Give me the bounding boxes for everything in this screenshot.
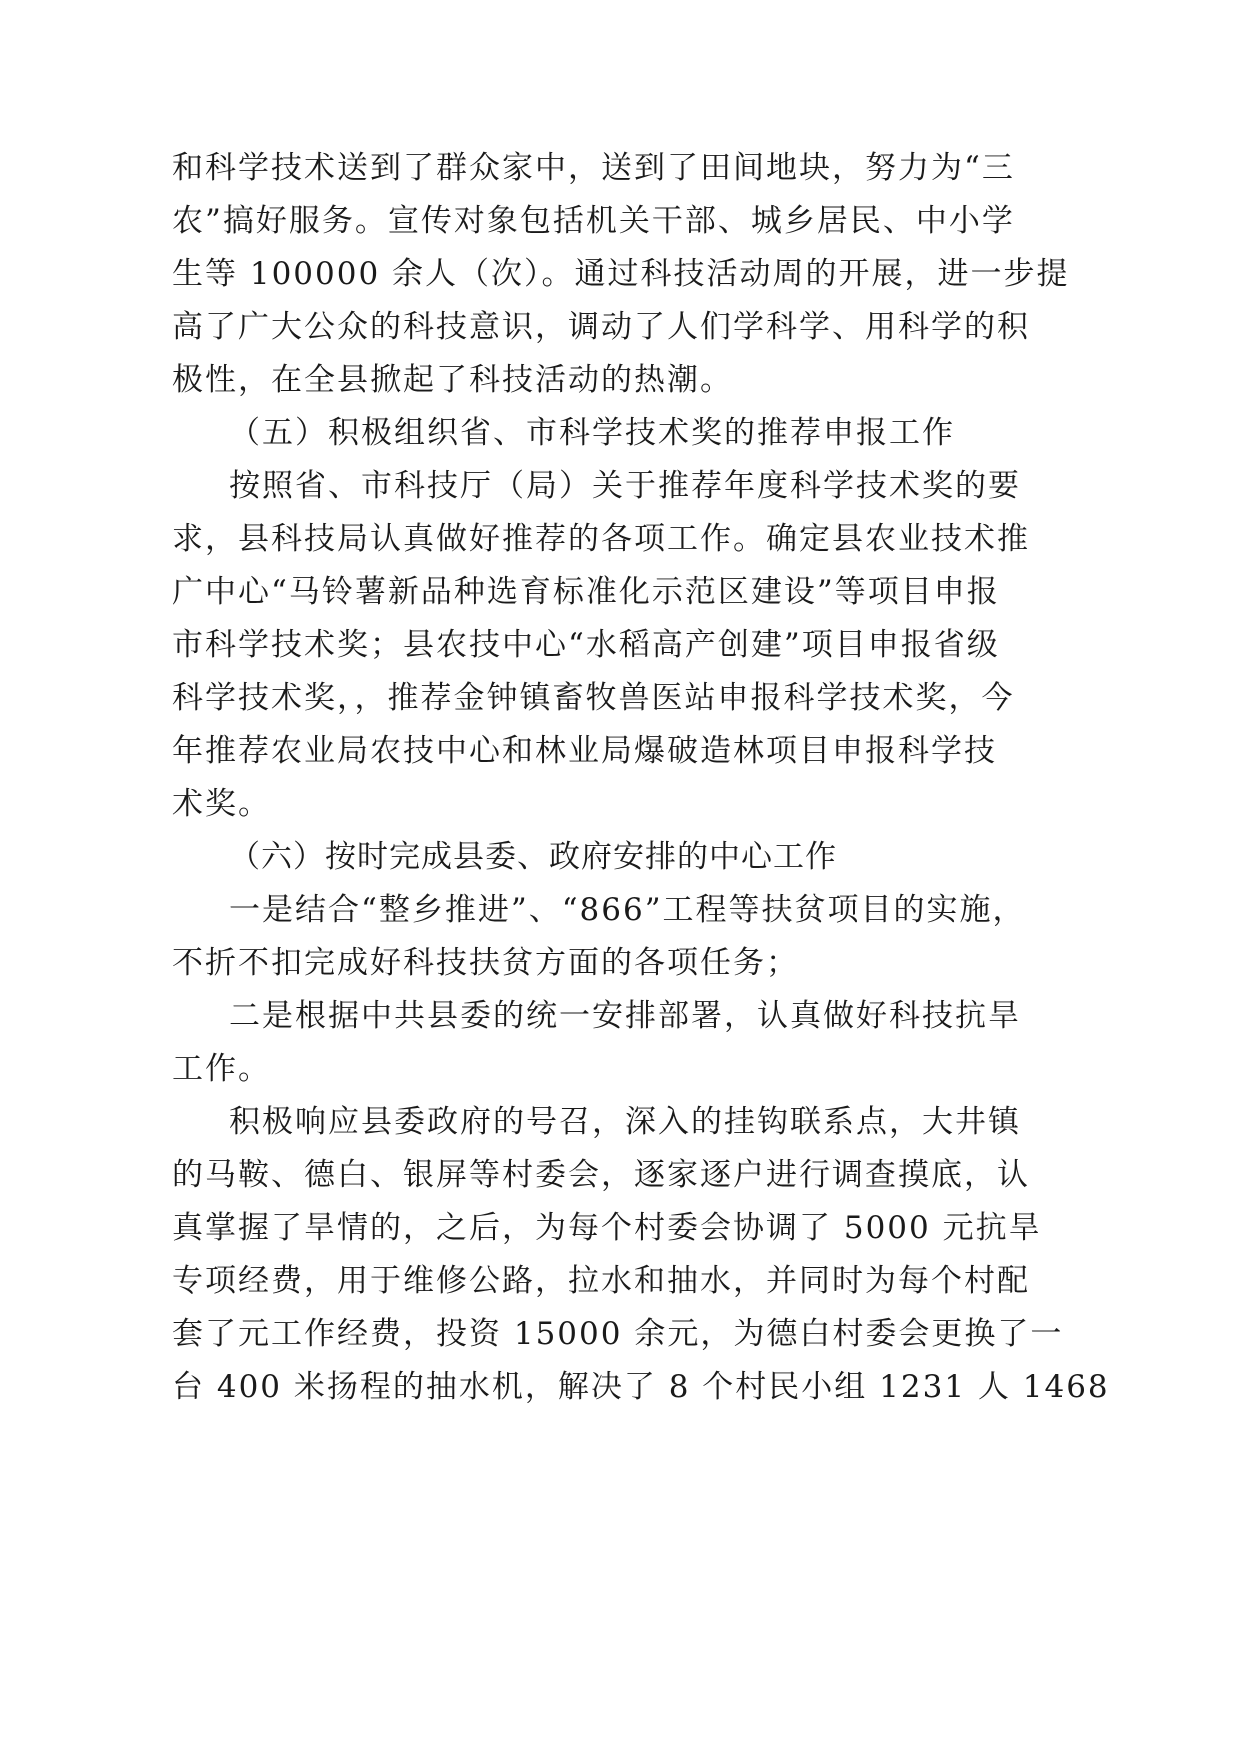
body-text-line: 年推荐农业局农技中心和林业局爆破造林项目申报科学技 <box>172 733 997 769</box>
body-text-line: 极性，在全县掀起了科技活动的热潮。 <box>172 362 733 398</box>
body-text-line: 专项经费，用于维修公路，拉水和抽水，并同时为每个村配 <box>172 1263 1030 1299</box>
body-text-line: 生等 100000 余人（次）。通过科技活动周的开展，进一步提 <box>172 256 1070 292</box>
section-heading: （六）按时完成县委、政府安排的中心工作 <box>229 839 837 875</box>
body-text-line: 一是结合“整乡推进”、“866”工程等扶贫项目的实施， <box>229 892 1026 928</box>
body-text-line: 不折不扣完成好科技扶贫方面的各项任务； <box>172 945 799 981</box>
body-text-line: 术奖。 <box>172 786 271 822</box>
body-text-line: 求，县科技局认真做好推荐的各项工作。确定县农业技术推 <box>172 521 1030 557</box>
body-text-line: 套了元工作经费，投资 15000 余元，为德白村委会更换了一 <box>172 1316 1064 1352</box>
body-text-line: 广中心“马铃薯新品种选育标准化示范区建设”等项目申报 <box>172 574 1000 610</box>
body-text-line: 台 400 米扬程的抽水机，解决了 8 个村民小组 1231 人 1468 <box>172 1369 1110 1405</box>
body-text-line: 二是根据中共县委的统一安排部署，认真做好科技抗旱 <box>229 998 1021 1034</box>
body-text-line: 和科学技术送到了群众家中，送到了田间地块，努力为“三 <box>172 150 1015 186</box>
body-text-line: 真掌握了旱情的，之后，为每个村委会协调了 5000 元抗旱 <box>172 1210 1042 1246</box>
body-text-line: 市科学技术奖；县农技中心“水稻高产创建”项目申报省级 <box>172 627 1000 663</box>
body-text-line: 按照省、市科技厅（局）关于推荐年度科学技术奖的要 <box>229 468 1021 504</box>
body-text-line: 工作。 <box>172 1051 271 1087</box>
body-text-line: 积极响应县委政府的号召，深入的挂钩联系点，大井镇 <box>229 1104 1021 1140</box>
body-text-line: 科学技术奖，，推荐金钟镇畜牧兽医站申报科学技术奖，今 <box>172 680 1015 716</box>
body-text-line: 的马鞍、德白、银屏等村委会，逐家逐户进行调查摸底，认 <box>172 1157 1030 1193</box>
body-text-line: 农”搞好服务。宣传对象包括机关干部、城乡居民、中小学 <box>172 203 1015 239</box>
section-heading: （五）积极组织省、市科学技术奖的推荐申报工作 <box>229 415 955 451</box>
body-text-line: 高了广大公众的科技意识，调动了人们学科学、用科学的积 <box>172 309 1030 345</box>
